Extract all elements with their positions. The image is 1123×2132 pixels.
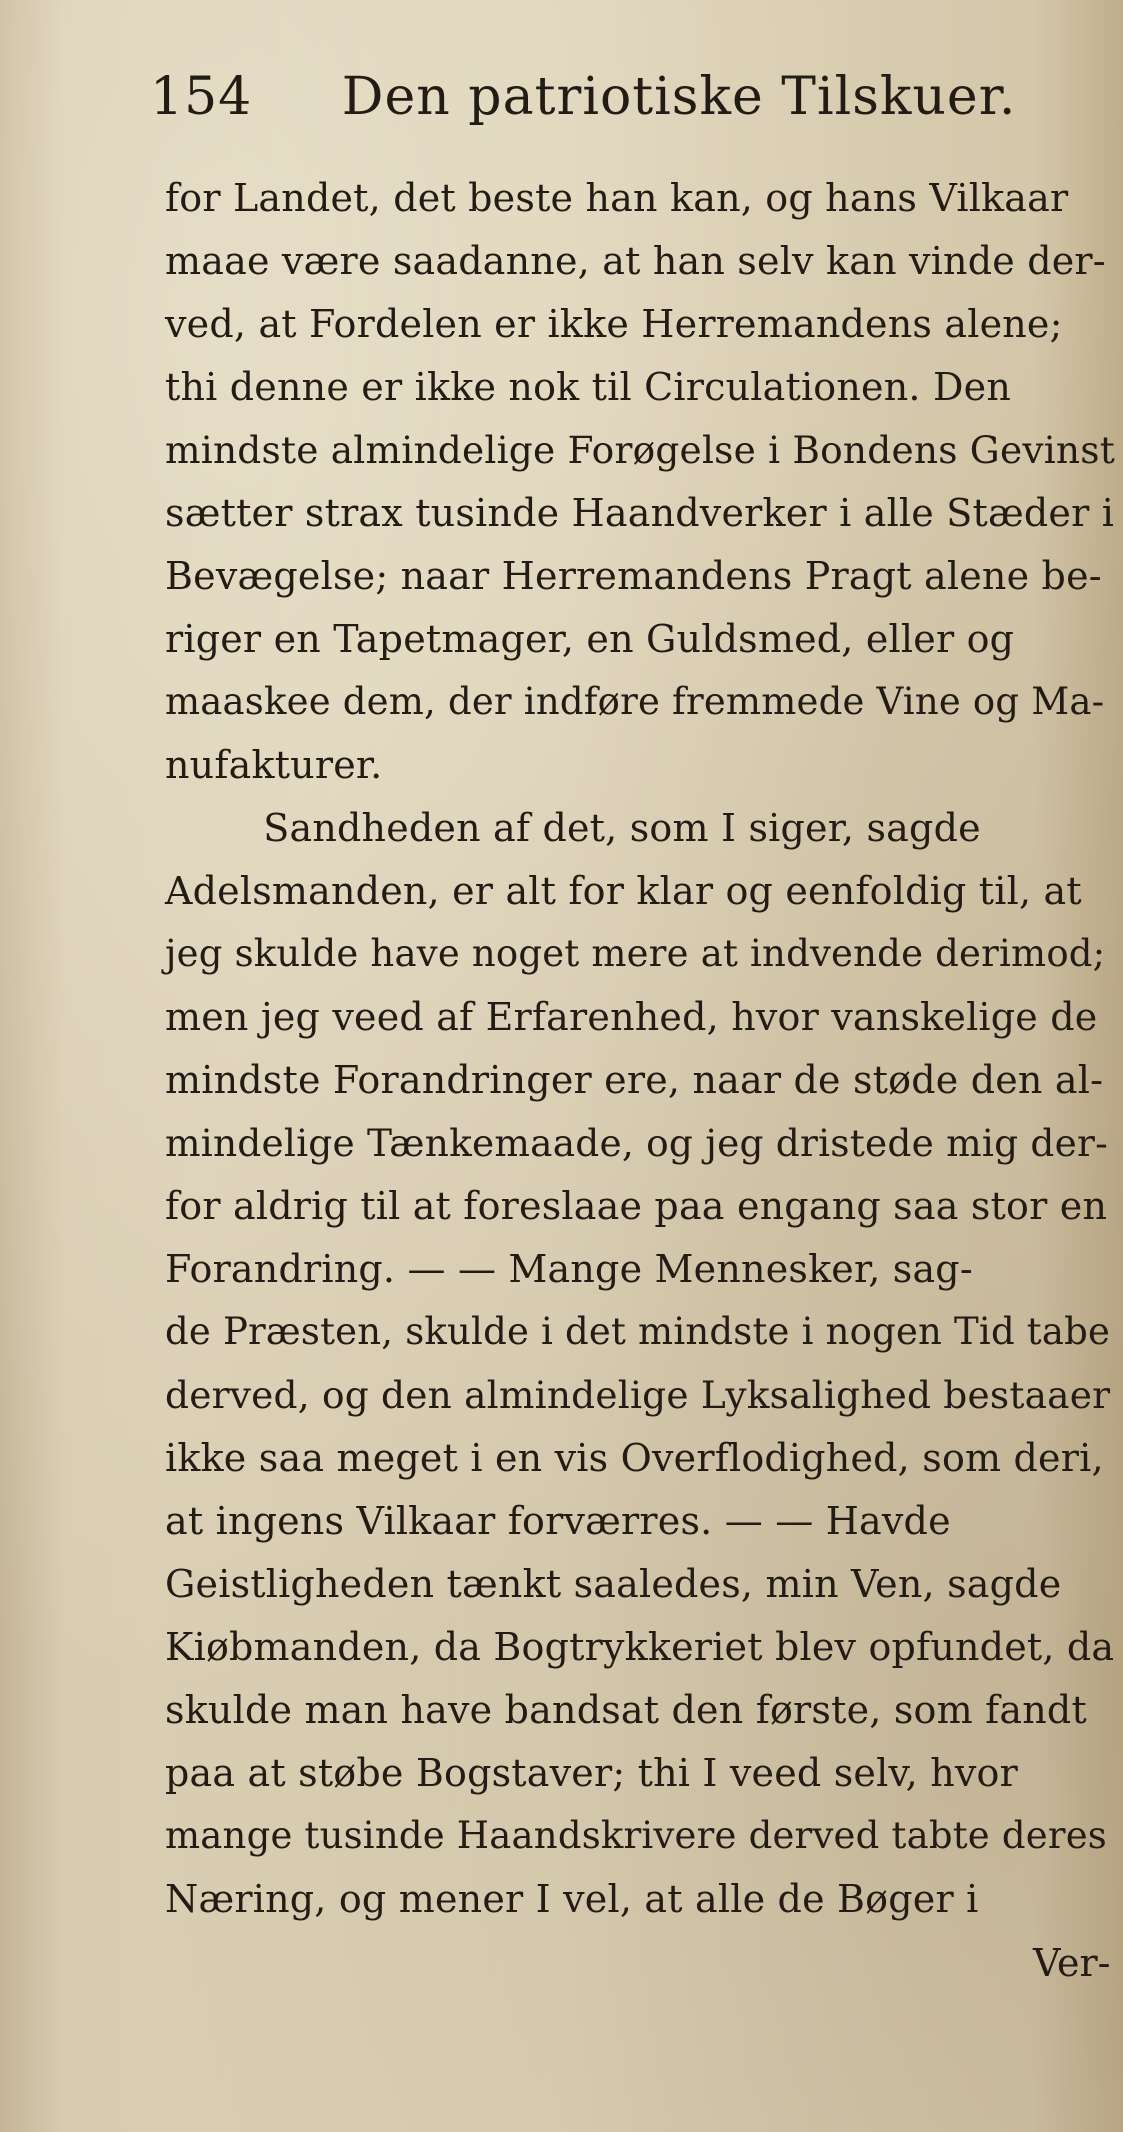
text-line: for aldrig til at foreslaae paa engang saa stor en [165, 1184, 1108, 1228]
text-line: mindelige Tænkemaade, og jeg dristede mig der- [165, 1121, 1109, 1165]
text-line: Næring, og mener I vel, at alle de Bøger i [165, 1877, 979, 1921]
running-title: Den patriotiske Tilskuer. [341, 67, 1017, 127]
text-line: at ingens Vilkaar forværres. — — Havde [165, 1499, 951, 1543]
text-line: jeg skulde have noget mere at indvende derimod; [165, 932, 1106, 975]
text-line: mindste almindelige Forøgelse i Bondens Gevinst [165, 428, 1115, 472]
text-line: mindste Forandringer ere, naar de støde den al- [165, 1058, 1104, 1102]
body-text [165, 170, 1120, 2070]
text-line: maae være saadanne, at han selv kan vinde der- [165, 239, 1106, 283]
text-line: skulde man have bandsat den første, som fandt [165, 1688, 1087, 1732]
text-line: Sandheden af det, som I siger, sagde [165, 806, 981, 850]
text-line: derved, og den almindelige Lyksalighed bestaaer [165, 1373, 1111, 1417]
text-line: nufakturer. [165, 743, 383, 787]
text-line: for Landet, det beste han kan, og hans Vilkaar [165, 176, 1069, 220]
text-line: men jeg veed af Erfarenhed, hvor vanskelige de [165, 995, 1098, 1039]
page-header [150, 62, 1017, 132]
text-line: paa at støbe Bogstaver; thi I veed selv, hvor [165, 1751, 1018, 1795]
text-line: Adelsmanden, er alt for klar og eenfoldig til, at [165, 869, 1082, 913]
text-line: de Præsten, skulde i det mindste i nogen Tid tabe [165, 1310, 1111, 1353]
text-line: riger en Tapetmager, en Guldsmed, eller og [165, 617, 1015, 661]
text-line: Geistligheden tænkt saaledes, min Ven, sagde [165, 1562, 1062, 1606]
text-line: maaskee dem, der indføre fremmede Vine og Ma- [165, 680, 1105, 723]
catchword: Ver- [1033, 1941, 1111, 1985]
page-number: 154 [150, 67, 253, 127]
text-line: sætter strax tusinde Haandverker i alle Stæder i [165, 491, 1115, 535]
text-line: thi denne er ikke nok til Circulationen. Den [165, 365, 1012, 409]
text-line: mange tusinde Haandskrivere derved tabte deres [165, 1814, 1107, 1857]
text-line: ikke saa meget i en vis Overflodighed, som deri, [165, 1436, 1104, 1480]
text-line: ved, at Fordelen er ikke Herremandens alene; [165, 302, 1063, 346]
text-line: Bevægelse; naar Herremandens Pragt alene be- [165, 554, 1102, 598]
text-line: Kiøbmanden, da Bogtrykkeriet blev opfundet, da [165, 1625, 1115, 1669]
text-line: Forandring. — — Mange Mennesker, sag- [165, 1247, 973, 1291]
